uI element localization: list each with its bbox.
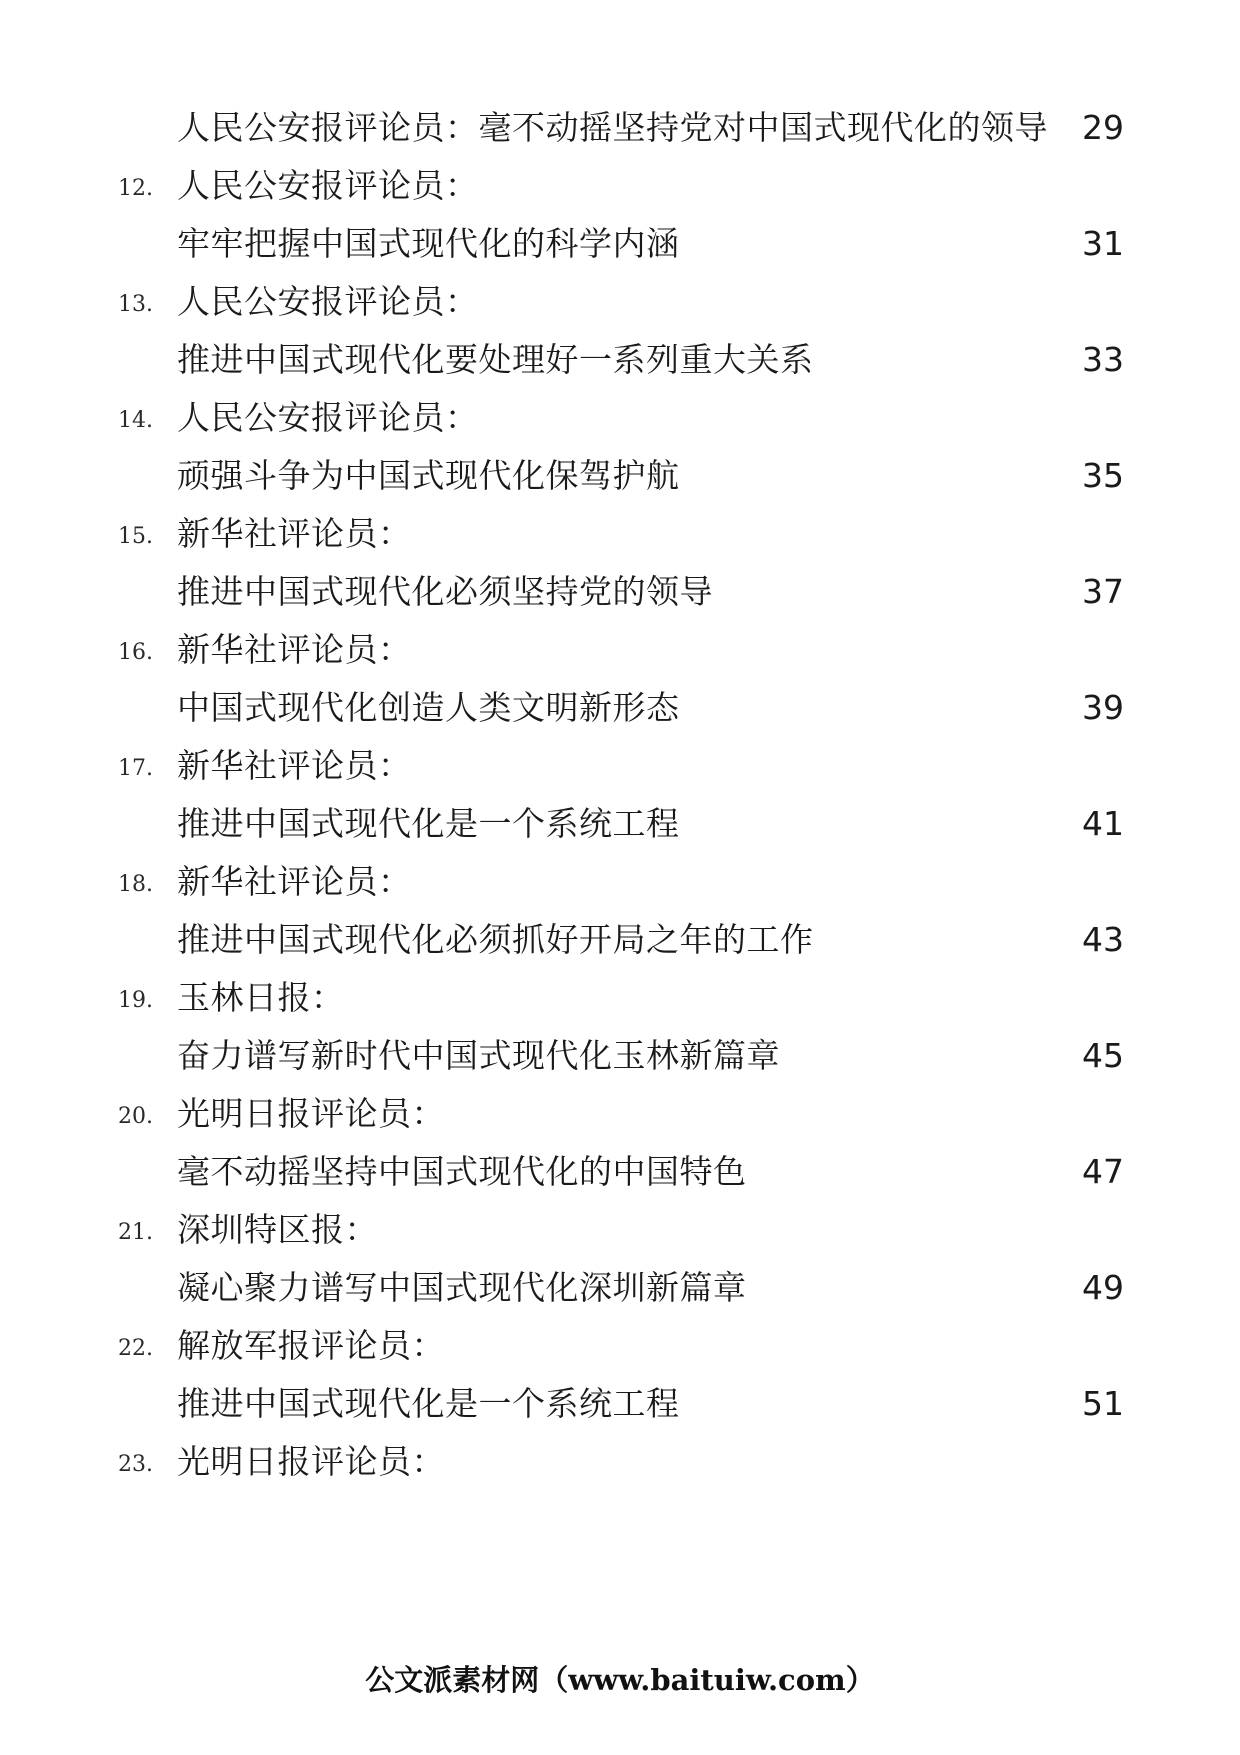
toc-entry-title: 推进中国式现代化要处理好一系列重大关系 — [177, 340, 814, 379]
toc-entry-title-line — [0, 904, 1240, 964]
toc-page-number: 43 — [1082, 920, 1124, 959]
toc-entry-source-line — [0, 1078, 1240, 1138]
toc-entry-number: 18. — [118, 872, 153, 897]
toc-entry-title: 推进中国式现代化必须坚持党的领导 — [177, 572, 713, 611]
toc-page-number: 35 — [1082, 456, 1124, 495]
toc-entry-title-line — [0, 1136, 1240, 1196]
toc-entry-title-line — [0, 440, 1240, 500]
toc-entry-source: 新华社评论员： — [177, 514, 412, 553]
toc-entry-source: 新华社评论员： — [177, 746, 412, 785]
toc-entry-title: 中国式现代化创造人类文明新形态 — [177, 688, 680, 727]
toc-entry-title: 凝心聚力谱写中国式现代化深圳新篇章 — [177, 1268, 747, 1307]
toc-entry-number: 19. — [118, 988, 153, 1013]
toc-entry-source: 人民公安报评论员： — [177, 282, 479, 321]
toc-entry-source: 人民公安报评论员： — [177, 398, 479, 437]
toc-entry-source: 玉林日报： — [177, 978, 345, 1017]
toc-entry-number: 16. — [118, 640, 153, 665]
toc-entry-title-line — [0, 556, 1240, 616]
toc-entry-source-line — [0, 1310, 1240, 1370]
toc-page-number: 47 — [1082, 1152, 1124, 1191]
toc-entry-source: 光明日报评论员： — [177, 1442, 445, 1481]
toc-page-number: 49 — [1082, 1268, 1124, 1307]
toc-entry-number: 12. — [118, 176, 153, 201]
toc-entry-number: 15. — [118, 524, 153, 549]
toc-page-number: 31 — [1082, 224, 1124, 263]
toc-page-number: 29 — [1082, 108, 1124, 147]
toc-page-number: 39 — [1082, 688, 1124, 727]
toc-entry-title: 推进中国式现代化是一个系统工程 — [177, 804, 680, 843]
toc-entry-source-line — [0, 730, 1240, 790]
toc-entry-number: 20. — [118, 1104, 153, 1129]
toc-entry-number: 14. — [118, 408, 153, 433]
toc-page-number: 45 — [1082, 1036, 1124, 1075]
toc-entry-number: 13. — [118, 292, 153, 317]
toc-entry-source-line — [0, 266, 1240, 326]
toc-entry-title: 人民公安报评论员：毫不动摇坚持党对中国式现代化的领导 — [177, 108, 1048, 147]
toc-page-number: 51 — [1082, 1384, 1124, 1423]
toc-entry-source-line — [0, 614, 1240, 674]
toc-entry-source: 新华社评论员： — [177, 862, 412, 901]
toc-entry-source: 光明日报评论员： — [177, 1094, 445, 1133]
toc-entry-title-line — [0, 208, 1240, 268]
toc-entry-title: 推进中国式现代化是一个系统工程 — [177, 1384, 680, 1423]
toc-entry-line — [0, 92, 1240, 152]
toc-entry-title: 牢牢把握中国式现代化的科学内涵 — [177, 224, 680, 263]
toc-entry-source-line — [0, 962, 1240, 1022]
toc-entry-title-line — [0, 672, 1240, 732]
toc-entry-title: 推进中国式现代化必须抓好开局之年的工作 — [177, 920, 814, 959]
toc-entry-title-line — [0, 1252, 1240, 1312]
footer-watermark: 公文派素材网（www.baituiw.com） — [365, 1663, 875, 1697]
toc-entry-title-line — [0, 788, 1240, 848]
toc-entry-source-line — [0, 846, 1240, 906]
toc-entry-number: 22. — [118, 1336, 153, 1361]
toc-entry-source: 解放军报评论员： — [177, 1326, 445, 1365]
toc-entry-title: 奋力谱写新时代中国式现代化玉林新篇章 — [177, 1036, 780, 1075]
toc-entry-source-line — [0, 1194, 1240, 1254]
toc-entry-title-line — [0, 1020, 1240, 1080]
toc-entry-title: 顽强斗争为中国式现代化保驾护航 — [177, 456, 680, 495]
toc-entry-source-line — [0, 382, 1240, 442]
toc-page-number: 37 — [1082, 572, 1124, 611]
toc-entry-source-line — [0, 498, 1240, 558]
toc-entry-source: 深圳特区报： — [177, 1210, 378, 1249]
toc-page-number: 33 — [1082, 340, 1124, 379]
toc-page-number: 41 — [1082, 804, 1124, 843]
toc-entry-source-line — [0, 150, 1240, 210]
toc-entry-number: 21. — [118, 1220, 153, 1245]
toc-entry-title: 毫不动摇坚持中国式现代化的中国特色 — [177, 1152, 747, 1191]
toc-entry-source: 新华社评论员： — [177, 630, 412, 669]
toc-entry-source-line — [0, 1426, 1240, 1486]
toc-entry-title-line — [0, 1368, 1240, 1428]
toc-entry-number: 23. — [118, 1452, 153, 1477]
toc-entry-title-line — [0, 324, 1240, 384]
toc-entry-number: 17. — [118, 756, 153, 781]
toc-entry-source: 人民公安报评论员： — [177, 166, 479, 205]
